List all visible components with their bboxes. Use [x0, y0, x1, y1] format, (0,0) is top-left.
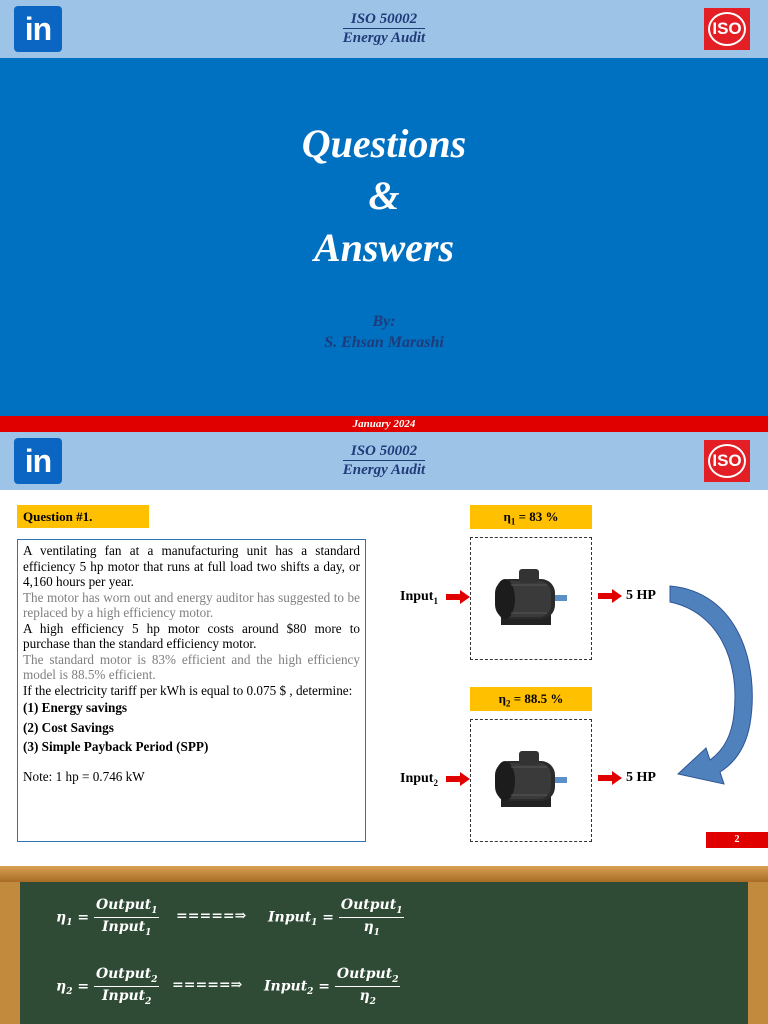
slide2-header [0, 432, 768, 490]
question-item: (2) Cost Savings [23, 719, 114, 735]
arrow-right-icon [446, 772, 470, 786]
question-paragraph: The motor has worn out and energy auditor has suggested to be replaced by a high efficiency motor. [23, 589, 360, 620]
arrow-right-icon [598, 589, 622, 603]
eta2-label: $\eta_2 = 88.5$ % [470, 687, 592, 711]
linkedin-icon[interactable]: in [14, 438, 62, 484]
input1-label: Input$_1$ [400, 589, 438, 606]
question-text-box [17, 539, 366, 842]
page-number: 2 [706, 832, 768, 848]
arrow-right-icon [446, 590, 470, 604]
equation-eta2: $\eta_2$ = $\frac{Output_2}{Input_2}$ [56, 966, 158, 1007]
curved-arrow-icon [668, 584, 760, 796]
motor-image-2 [470, 719, 592, 842]
linkedin-icon[interactable]: in [14, 6, 62, 52]
input2-label: Input$_2$ [400, 771, 438, 788]
question-label: Question #1. [17, 505, 149, 528]
author-name: S. Ehsan Marashi [324, 334, 444, 351]
implies-arrow: =====⇒ [172, 977, 243, 993]
title-line-1: Questions [301, 121, 467, 166]
slide1-header [0, 0, 768, 58]
arrow-right-icon [598, 771, 622, 785]
equation-input1: Input$_1$ = $\frac{Output_1}{\eta_1}$ [268, 897, 403, 938]
by-label: By: [372, 313, 396, 330]
question-item: (1) Energy savings [23, 700, 128, 715]
title-line-3: Answers [313, 225, 455, 270]
implies-arrow: =====⇒ [176, 908, 247, 924]
motor-icon [481, 559, 581, 639]
question-paragraph: A ventilating fan at a manufacturing unit has a standard efficiency 5 hp motor that runs at full load two shifts a day, or 4,160 hours per year. [23, 543, 360, 589]
eta1-label: $\eta_1 = 83$ % [470, 505, 592, 529]
equation-eta1: $\eta_1$ = $\frac{Output_1}{Input_1}$ [56, 897, 158, 938]
equation-input2: Input$_2$ = $\frac{Output_2}{\eta_2}$ [264, 966, 399, 1007]
question-paragraph: A high efficiency 5 hp motor costs around $80 more to purchase than the standard efficiency motor. [23, 620, 360, 651]
question-item: (3) Simple Payback Period (SPP) [23, 739, 209, 754]
question-paragraph: The standard motor is 83% efficient and the high efficiency model is 88.5% efficient. [23, 651, 360, 682]
output2-label: 5 HP [626, 770, 656, 785]
header-title: ISO 50002 Energy Audit [342, 11, 426, 46]
title-line-2: & [368, 173, 400, 218]
question-paragraph: If the electricity tariff per kWh is equal to 0.075 $ , determine: [23, 682, 353, 698]
motor-icon [481, 741, 581, 821]
note-text: Note: 1 hp = 0.746 kW [23, 768, 145, 784]
motor-image-1 [470, 537, 592, 660]
date-bar: January 2024 [0, 416, 768, 432]
chalkboard-top-rail [0, 866, 768, 882]
iso-icon: ISO [704, 8, 750, 50]
iso-icon: ISO [704, 440, 750, 482]
output1-label: 5 HP [626, 588, 656, 603]
header-title: ISO 50002 Energy Audit [342, 443, 426, 478]
